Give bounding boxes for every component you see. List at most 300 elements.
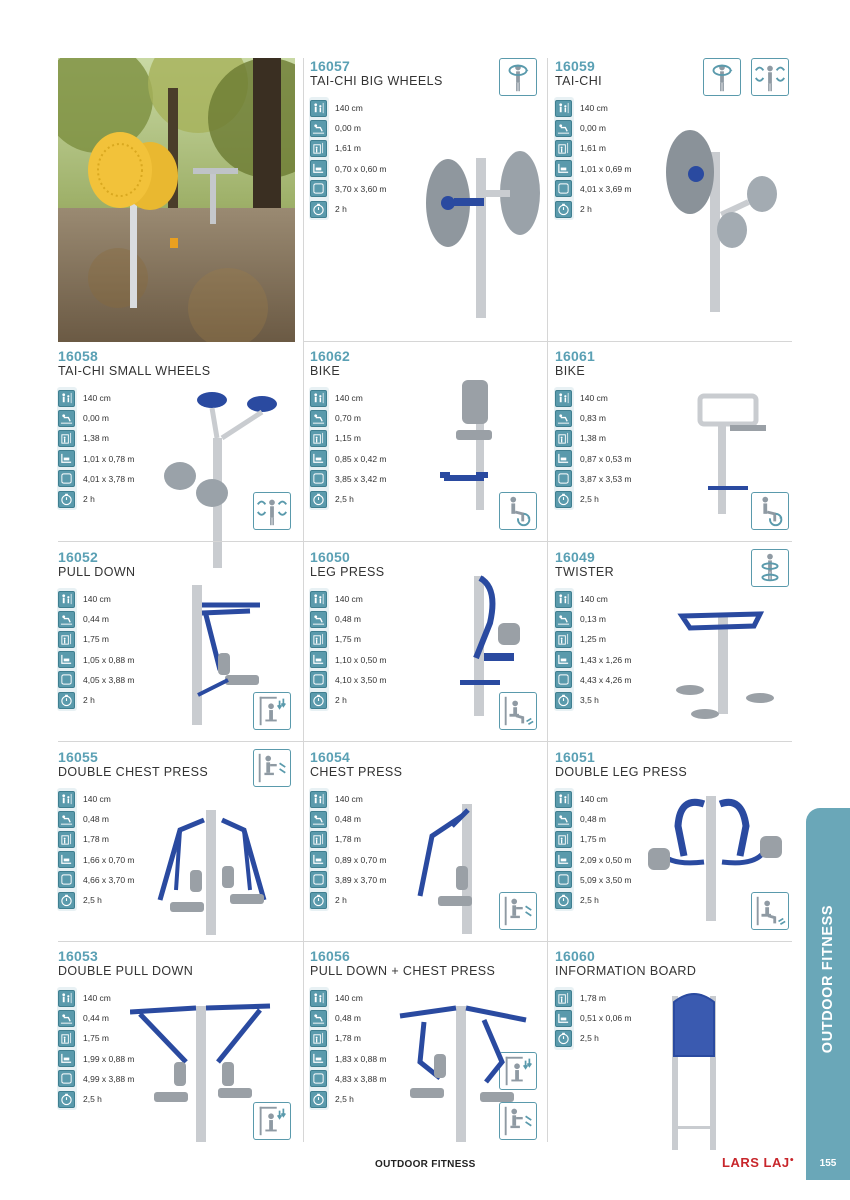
spec-list — [310, 589, 387, 710]
product-code: 16058 — [58, 348, 98, 364]
dimensions-icon — [58, 1050, 75, 1067]
safety-area-icon — [555, 180, 572, 197]
spec-value: 1,38 m — [580, 433, 606, 444]
spec-value: 140 cm — [335, 103, 363, 114]
max-height-icon — [310, 430, 327, 447]
spec-row — [555, 670, 632, 690]
fall-height-icon — [58, 811, 75, 828]
spec-row — [310, 609, 387, 629]
spec-value: 0,48 m — [335, 1013, 361, 1024]
spec-row — [58, 1008, 135, 1028]
spec-row — [555, 159, 632, 179]
user-height-icon — [58, 990, 75, 1007]
spec-value: 1,10 x 0,50 m — [335, 654, 387, 665]
spec-value: 140 cm — [335, 794, 363, 805]
product-name: CHEST PRESS — [310, 765, 403, 779]
spec-value: 1,78 m — [83, 834, 109, 845]
product-code: 16052 — [58, 549, 98, 565]
brand-logo: LARS LAJ● — [722, 1155, 795, 1170]
product-name: DOUBLE CHEST PRESS — [58, 765, 209, 779]
installation-time-icon — [310, 1091, 327, 1108]
spec-row — [310, 449, 387, 469]
spec-row — [555, 870, 632, 890]
safety-area-icon — [58, 470, 75, 487]
product-image — [150, 575, 290, 730]
user-height-icon — [555, 390, 572, 407]
fall-height-icon — [555, 120, 572, 137]
spec-row — [58, 609, 135, 629]
dimensions-icon — [310, 851, 327, 868]
spec-value: 140 cm — [580, 393, 608, 404]
side-tab — [806, 808, 850, 1150]
spec-value: 140 cm — [580, 794, 608, 805]
spec-row — [555, 829, 632, 849]
dimensions-icon — [310, 450, 327, 467]
spec-row — [58, 850, 135, 870]
safety-area-icon — [310, 671, 327, 688]
spec-row — [310, 408, 387, 428]
user-height-icon — [58, 591, 75, 608]
product-image — [660, 990, 730, 1155]
product-image — [390, 786, 530, 941]
spec-row — [310, 850, 387, 870]
spec-value: 2,5 h — [580, 494, 599, 505]
installation-time-icon — [555, 692, 572, 709]
spec-value: 1,61 m — [335, 143, 361, 154]
spec-value: 2,09 x 0,50 m — [580, 854, 632, 865]
safety-area-icon — [555, 470, 572, 487]
spec-value: 4,99 x 3,88 m — [83, 1073, 135, 1084]
product-name: TAI-CHI SMALL WHEELS — [58, 364, 211, 378]
safety-area-icon — [58, 1070, 75, 1087]
spec-value: 1,78 m — [335, 1033, 361, 1044]
spec-row — [555, 98, 632, 118]
spec-row — [310, 1089, 387, 1109]
spec-value: 0,44 m — [83, 614, 109, 625]
spec-list — [555, 589, 632, 710]
dimensions-icon — [58, 450, 75, 467]
spec-list — [555, 98, 632, 219]
spec-list — [555, 789, 632, 910]
safety-area-icon — [555, 871, 572, 888]
user-height-icon — [58, 390, 75, 407]
spec-row — [555, 1028, 632, 1048]
spec-row — [555, 118, 632, 138]
spec-value: 5,09 x 3,50 m — [580, 874, 632, 885]
spec-row — [555, 650, 632, 670]
spec-row — [310, 388, 387, 408]
spec-value: 140 cm — [335, 594, 363, 605]
spec-value: 1,78 m — [335, 834, 361, 845]
spec-value: 0,48 m — [580, 814, 606, 825]
spec-value: 2,5 h — [83, 895, 102, 906]
product-code: 16060 — [555, 948, 595, 964]
spec-value: 140 cm — [83, 393, 111, 404]
spec-value: 1,01 x 0,78 m — [83, 453, 135, 464]
installation-time-icon — [310, 692, 327, 709]
wheel-rotation-icon — [703, 58, 741, 96]
spec-row — [555, 629, 632, 649]
divider — [547, 58, 548, 1142]
user-height-icon — [310, 990, 327, 1007]
divider — [303, 58, 304, 1142]
spec-row — [310, 489, 387, 509]
spec-value: 140 cm — [83, 794, 111, 805]
spec-value: 140 cm — [83, 993, 111, 1004]
spec-row — [58, 829, 135, 849]
dimensions-icon — [58, 651, 75, 668]
spec-value: 0,51 x 0,06 m — [580, 1013, 632, 1024]
spec-row — [58, 809, 135, 829]
spec-row — [58, 690, 135, 710]
product-name: TWISTER — [555, 565, 615, 579]
safety-area-icon — [555, 671, 572, 688]
product-name: DOUBLE PULL DOWN — [58, 964, 194, 978]
product-code: 16050 — [310, 549, 350, 565]
spec-list — [555, 988, 632, 1049]
spec-value: 1,83 x 0,88 m — [335, 1053, 387, 1064]
spec-row — [58, 988, 135, 1008]
spec-row — [310, 1008, 387, 1028]
fall-height-icon — [555, 611, 572, 628]
spec-row — [310, 118, 387, 138]
spec-value: 0,83 m — [580, 413, 606, 424]
spec-value: 1,43 x 1,26 m — [580, 654, 632, 665]
product-image — [410, 118, 550, 323]
product-code: 16056 — [310, 948, 350, 964]
fall-height-icon — [58, 611, 75, 628]
user-height-icon — [310, 791, 327, 808]
spec-row — [58, 629, 135, 649]
spec-value: 2 h — [83, 695, 95, 706]
product-name: BIKE — [310, 364, 341, 378]
spec-row — [310, 469, 387, 489]
fall-height-icon — [310, 811, 327, 828]
dimensions-icon — [555, 450, 572, 467]
spec-row — [58, 408, 135, 428]
spec-value: 1,38 m — [83, 433, 109, 444]
spec-value: 3,85 x 3,42 m — [335, 473, 387, 484]
spec-row — [310, 159, 387, 179]
product-image — [640, 786, 790, 931]
spec-value: 0,48 m — [83, 814, 109, 825]
spec-value: 0,87 x 0,53 m — [580, 453, 632, 464]
max-height-icon — [555, 631, 572, 648]
spec-list — [310, 388, 387, 509]
max-height-icon — [58, 631, 75, 648]
product-name: BIKE — [555, 364, 586, 378]
spec-value: 3,70 x 3,60 m — [335, 183, 387, 194]
product-image — [130, 992, 280, 1147]
safety-area-icon — [310, 871, 327, 888]
spec-value: 2 h — [335, 204, 347, 215]
spec-value: 4,10 x 3,50 m — [335, 674, 387, 685]
dimensions-icon — [555, 160, 572, 177]
spec-row — [555, 890, 632, 910]
divider — [58, 541, 792, 542]
fall-height-icon — [310, 120, 327, 137]
max-height-icon — [555, 831, 572, 848]
spec-value: 2 h — [580, 204, 592, 215]
installation-time-icon — [310, 491, 327, 508]
user-height-icon — [310, 100, 327, 117]
footer-section-title: OUTDOOR FITNESS — [375, 1159, 476, 1170]
spec-value: 0,00 m — [335, 123, 361, 134]
spec-value: 0,13 m — [580, 614, 606, 625]
max-height-icon — [58, 430, 75, 447]
spec-value: 4,83 x 3,88 m — [335, 1073, 387, 1084]
product-name: TAI-CHI — [555, 74, 603, 88]
chest-press-motion-icon — [253, 749, 291, 787]
product-image — [410, 568, 550, 723]
product-name: INFORMATION BOARD — [555, 964, 697, 978]
spec-row — [555, 1008, 632, 1028]
installation-time-icon — [310, 201, 327, 218]
spec-list — [310, 98, 387, 219]
product-name: DOUBLE LEG PRESS — [555, 765, 688, 779]
spec-value: 1,99 x 0,88 m — [83, 1053, 135, 1064]
max-height-icon — [310, 631, 327, 648]
spec-value: 0,85 x 0,42 m — [335, 453, 387, 464]
spec-row — [555, 138, 632, 158]
spec-value: 1,75 m — [83, 1033, 109, 1044]
product-code: 16051 — [555, 749, 595, 765]
spec-value: 0,48 m — [335, 814, 361, 825]
product-code: 16049 — [555, 549, 595, 565]
spec-value: 1,75 m — [580, 834, 606, 845]
spec-value: 1,05 x 0,88 m — [83, 654, 135, 665]
fall-height-icon — [58, 410, 75, 427]
spec-value: 0,48 m — [335, 614, 361, 625]
fall-height-icon — [555, 410, 572, 427]
installation-time-icon — [555, 201, 572, 218]
spec-row — [310, 179, 387, 199]
user-height-icon — [310, 591, 327, 608]
page-number-box — [806, 1150, 850, 1180]
spec-row — [310, 629, 387, 649]
product-code: 16062 — [310, 348, 350, 364]
spec-list — [58, 589, 135, 710]
installation-time-icon — [555, 892, 572, 909]
product-name: PULL DOWN — [58, 565, 136, 579]
product-name: PULL DOWN + CHEST PRESS — [310, 964, 496, 978]
max-height-icon — [310, 140, 327, 157]
product-image — [640, 112, 780, 317]
spec-value: 1,15 m — [335, 433, 361, 444]
spec-row — [310, 589, 387, 609]
spec-row — [58, 1089, 135, 1109]
product-code: 16055 — [58, 749, 98, 765]
spec-value: 2,5 h — [580, 895, 599, 906]
spec-value: 4,66 x 3,70 m — [83, 874, 135, 885]
safety-area-icon — [310, 1070, 327, 1087]
spec-list — [58, 789, 135, 910]
spec-row — [555, 988, 632, 1008]
spec-value: 1,75 m — [83, 634, 109, 645]
spec-row — [555, 469, 632, 489]
dimensions-icon — [310, 1050, 327, 1067]
product-code: 16057 — [310, 58, 350, 74]
installation-time-icon — [555, 491, 572, 508]
product-image — [140, 790, 290, 945]
spec-row — [555, 388, 632, 408]
user-height-icon — [555, 791, 572, 808]
max-height-icon — [310, 831, 327, 848]
product-image — [648, 388, 788, 533]
spec-value: 0,00 m — [580, 123, 606, 134]
spec-row — [58, 449, 135, 469]
spec-list — [58, 988, 135, 1109]
spec-value: 0,70 x 0,60 m — [335, 163, 387, 174]
product-code: 16054 — [310, 749, 350, 765]
installation-time-icon — [58, 692, 75, 709]
spec-list — [555, 388, 632, 509]
spec-value: 2 h — [335, 895, 347, 906]
installation-time-icon — [555, 1030, 572, 1047]
spec-value: 1,78 m — [580, 993, 606, 1004]
spec-row — [555, 589, 632, 609]
max-height-icon — [58, 1030, 75, 1047]
spec-value: 2,5 h — [335, 1094, 354, 1105]
spec-row — [58, 789, 135, 809]
spec-row — [58, 670, 135, 690]
dimensions-icon — [58, 851, 75, 868]
spec-row — [555, 179, 632, 199]
spec-value: 1,25 m — [580, 634, 606, 645]
spec-row — [58, 388, 135, 408]
installation-time-icon — [58, 1091, 75, 1108]
product-name: TAI-CHI BIG WHEELS — [310, 74, 443, 88]
safety-area-icon — [58, 871, 75, 888]
dimensions-icon — [555, 851, 572, 868]
divider — [58, 741, 792, 742]
spec-row — [555, 428, 632, 448]
divider — [58, 941, 792, 942]
spec-row — [310, 670, 387, 690]
spec-value: 140 cm — [580, 594, 608, 605]
spec-row — [310, 1069, 387, 1089]
spec-value: 0,89 x 0,70 m — [335, 854, 387, 865]
product-image — [650, 590, 790, 735]
spec-row — [58, 870, 135, 890]
fall-height-icon — [310, 611, 327, 628]
spec-value: 140 cm — [335, 993, 363, 1004]
spec-row — [58, 650, 135, 670]
spec-row — [555, 408, 632, 428]
max-height-icon — [555, 430, 572, 447]
spec-row — [58, 489, 135, 509]
spec-value: 2,5 h — [83, 1094, 102, 1105]
spec-value: 140 cm — [83, 594, 111, 605]
spec-row — [310, 199, 387, 219]
product-image — [150, 388, 290, 573]
spec-row — [310, 870, 387, 890]
product-code: 16059 — [555, 58, 595, 74]
product-code: 16053 — [58, 948, 98, 964]
spec-row — [310, 690, 387, 710]
spec-row — [310, 829, 387, 849]
spec-value: 2,5 h — [580, 1033, 599, 1044]
spec-row — [555, 789, 632, 809]
spec-value: 4,43 x 4,26 m — [580, 674, 632, 685]
twist-motion-icon — [751, 549, 789, 587]
spec-value: 140 cm — [580, 103, 608, 114]
product-code: 16061 — [555, 348, 595, 364]
spec-row — [58, 1069, 135, 1089]
spec-value: 140 cm — [335, 393, 363, 404]
spec-row — [555, 449, 632, 469]
spec-value: 2,5 h — [335, 494, 354, 505]
spec-row — [58, 890, 135, 910]
spec-list — [58, 388, 135, 509]
fall-height-icon — [58, 1010, 75, 1027]
spec-value: 1,75 m — [335, 634, 361, 645]
spec-value: 3,87 x 3,53 m — [580, 473, 632, 484]
spec-value: 3,5 h — [580, 695, 599, 706]
spec-value: 4,01 x 3,69 m — [580, 183, 632, 194]
spec-value: 2 h — [335, 695, 347, 706]
spec-row — [310, 890, 387, 910]
spec-row — [555, 489, 632, 509]
installation-time-icon — [310, 892, 327, 909]
spec-row — [310, 809, 387, 829]
spec-value: 0,00 m — [83, 413, 109, 424]
spec-row — [310, 428, 387, 448]
spec-value: 3,89 x 3,70 m — [335, 874, 387, 885]
user-height-icon — [555, 100, 572, 117]
product-name: LEG PRESS — [310, 565, 385, 579]
max-height-icon — [555, 990, 572, 1007]
spec-row — [555, 199, 632, 219]
spec-row — [58, 1049, 135, 1069]
side-tab-label: OUTDOOR FITNESS — [820, 904, 836, 1054]
user-height-icon — [58, 791, 75, 808]
spec-list — [310, 789, 387, 910]
spec-row — [58, 1028, 135, 1048]
dimensions-icon — [555, 651, 572, 668]
spec-row — [310, 1028, 387, 1048]
spec-value: 1,61 m — [580, 143, 606, 154]
spec-value: 0,70 m — [335, 413, 361, 424]
user-height-icon — [555, 591, 572, 608]
page-number: 155 — [819, 1158, 837, 1169]
product-image — [390, 992, 540, 1147]
spec-row — [58, 589, 135, 609]
spec-value: 1,01 x 0,69 m — [580, 163, 632, 174]
installation-time-icon — [58, 892, 75, 909]
dimensions-icon — [555, 1010, 572, 1027]
spec-row — [310, 138, 387, 158]
spec-list — [310, 988, 387, 1109]
product-image — [404, 380, 544, 525]
wheel-pair-rotation-icon — [751, 58, 789, 96]
safety-area-icon — [310, 180, 327, 197]
dimensions-icon — [310, 160, 327, 177]
safety-area-icon — [310, 470, 327, 487]
spec-row — [555, 690, 632, 710]
spec-row — [310, 1049, 387, 1069]
spec-value: 0,44 m — [83, 1013, 109, 1024]
fall-height-icon — [310, 410, 327, 427]
installation-time-icon — [58, 491, 75, 508]
wheel-rotation-icon — [499, 58, 537, 96]
spec-row — [310, 988, 387, 1008]
spec-value: 2 h — [83, 494, 95, 505]
spec-row — [58, 469, 135, 489]
max-height-icon — [58, 831, 75, 848]
spec-row — [58, 428, 135, 448]
fall-height-icon — [555, 811, 572, 828]
